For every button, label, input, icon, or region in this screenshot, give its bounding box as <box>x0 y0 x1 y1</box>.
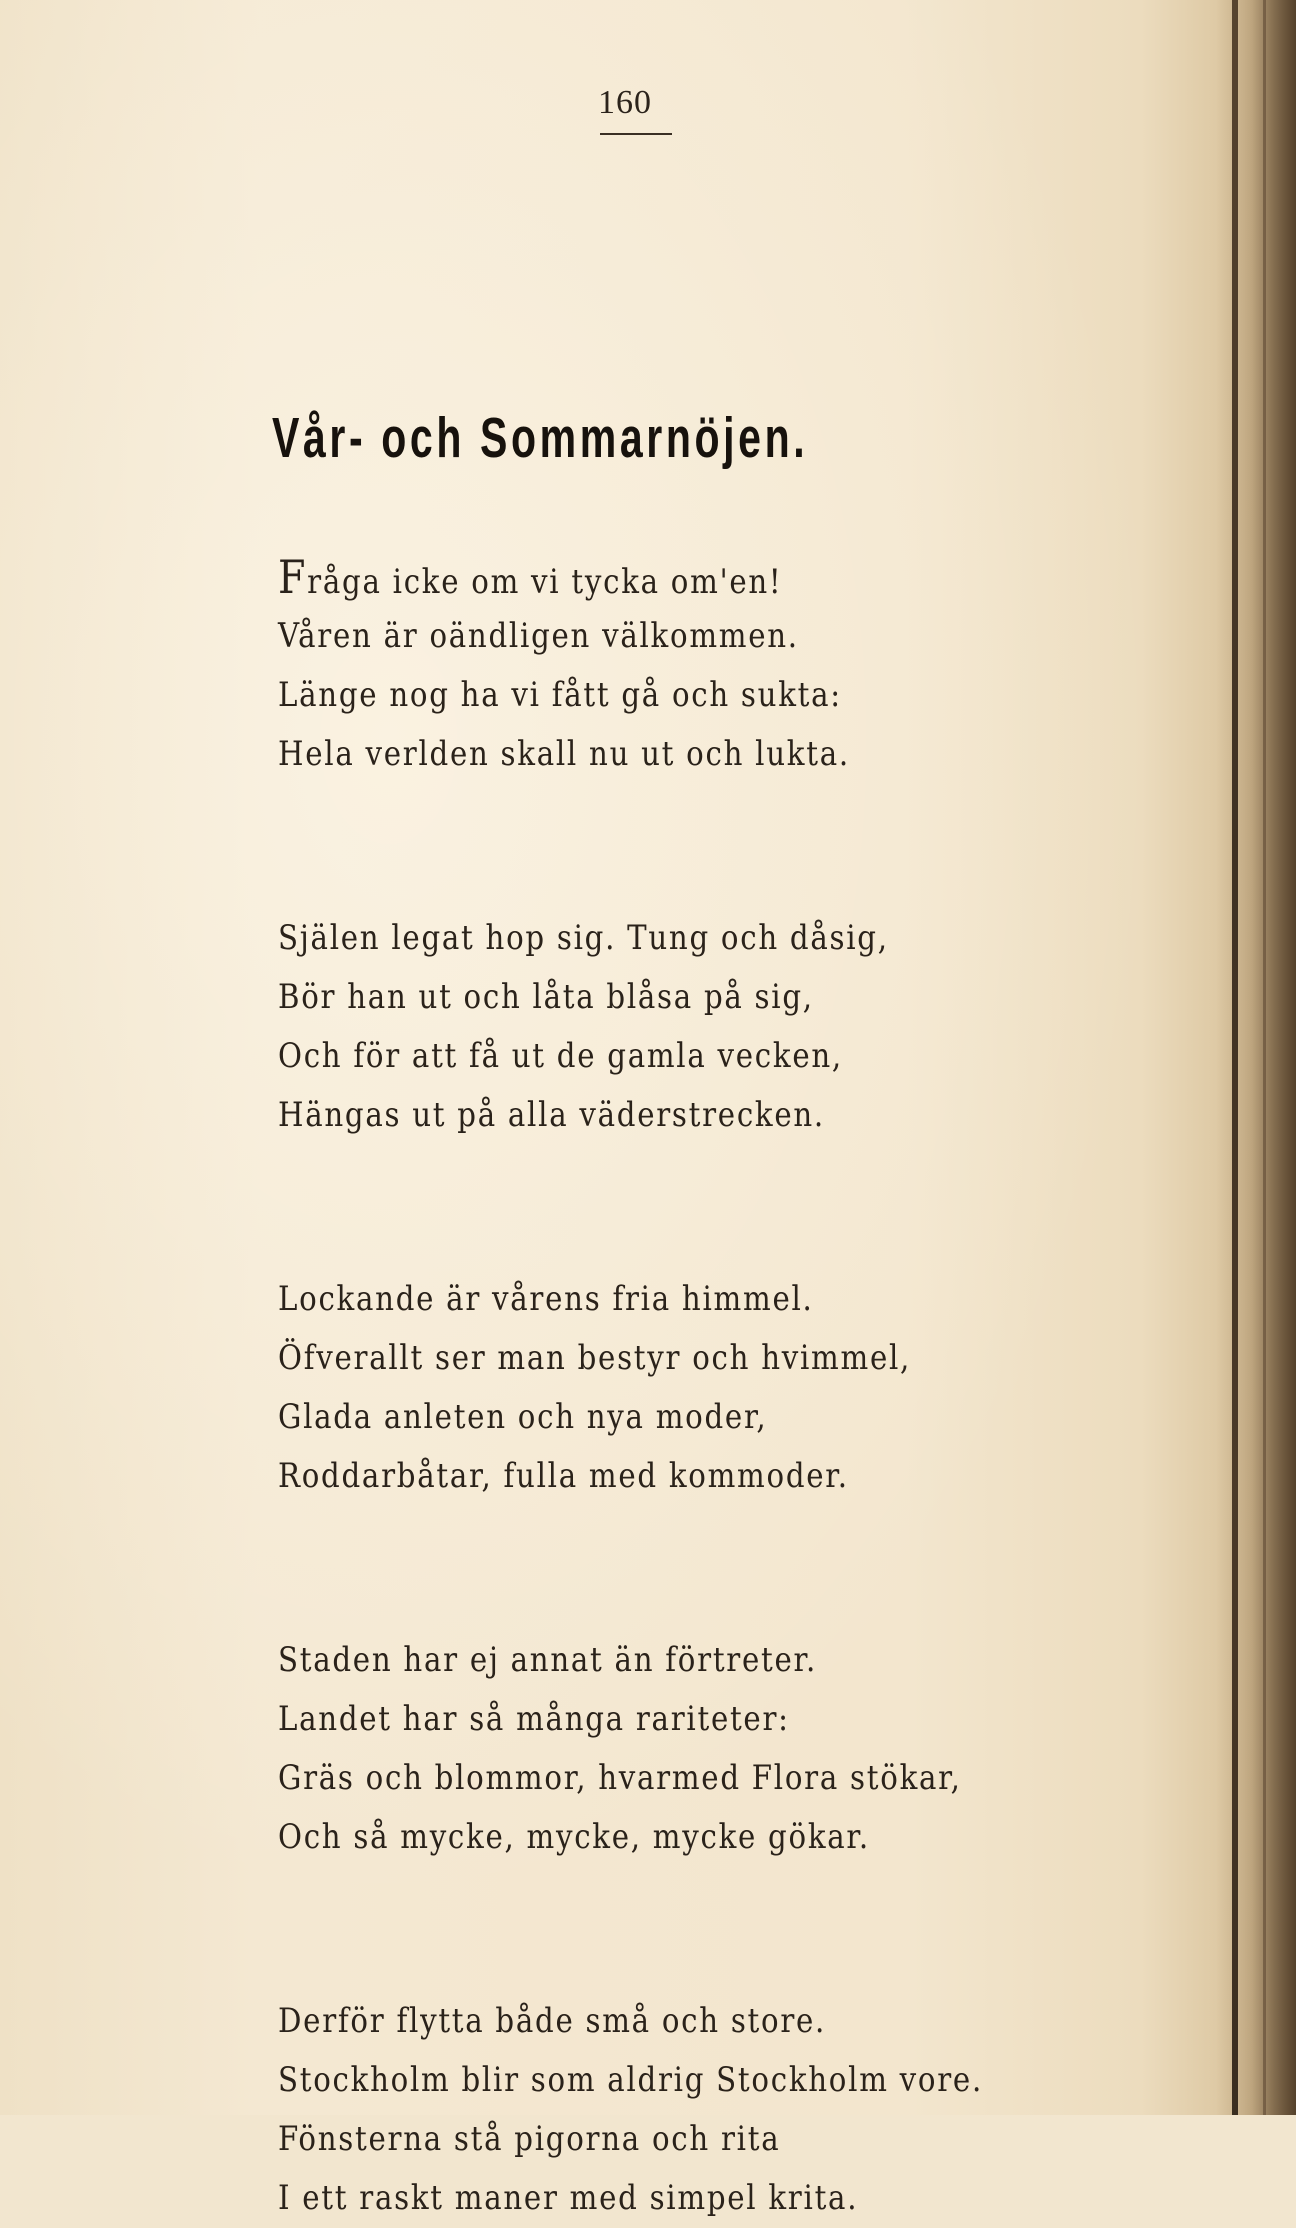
poem-line: Fråga icke om vi tycka om'en! <box>278 550 783 604</box>
poem-line: Länge nog ha vi fått gå och sukta: <box>278 675 842 715</box>
poem-line: Hela verlden skall nu ut och lukta. <box>278 734 850 774</box>
stanza-2 <box>278 909 983 1145</box>
poem-line: Våren är oändligen välkommen. <box>278 616 799 656</box>
poem-line: Roddarbåtar, fulla med kommoder. <box>278 1456 849 1496</box>
poem-line: Fönsterna stå pigorna och rita <box>278 2119 781 2159</box>
poem-line: Gräs och blommor, hvarmed Flora stökar, <box>278 1758 962 1798</box>
spine-edge <box>1232 0 1238 2115</box>
poem-title: Vår- och Sommarnöjen. <box>272 406 809 470</box>
spine-shadow <box>1216 0 1296 2115</box>
page-number: 160 <box>598 84 652 121</box>
poem-line: Öfverallt ser man bestyr och hvimmel, <box>278 1338 912 1378</box>
poem-line: I ett raskt maner med simpel krita. <box>278 2178 859 2218</box>
poem-line: Själen legat hop sig. Tung och dåsig, <box>278 918 889 958</box>
page-number-rule <box>600 133 672 135</box>
stanza-3 <box>278 1270 983 1506</box>
stanza-5 <box>278 1992 983 2228</box>
poem-line: Bör han ut och låta blåsa på sig, <box>278 977 814 1017</box>
spine-edge-outer <box>1263 0 1266 2115</box>
poem-line: Och så mycke, mycke, mycke gökar. <box>278 1817 870 1857</box>
poem-line: Stockholm blir som aldrig Stockholm vore. <box>278 2060 983 2100</box>
stanza-4 <box>278 1631 983 1867</box>
poem-line: Lockande är vårens fria himmel. <box>278 1279 814 1319</box>
poem-line: Glada anleten och nya moder, <box>278 1397 768 1437</box>
stanza-1 <box>278 548 983 784</box>
poem-line: Staden har ej annat än förtreter. <box>278 1640 818 1680</box>
poem-line: Landet har så många rariteter: <box>278 1699 790 1739</box>
poem-line: Och för att få ut de gamla vecken, <box>278 1036 843 1076</box>
poem-line: Hängas ut på alla väderstrecken. <box>278 1095 825 1135</box>
poem-line: Derför flytta både små och store. <box>278 2001 827 2041</box>
poem-body <box>278 548 983 2228</box>
